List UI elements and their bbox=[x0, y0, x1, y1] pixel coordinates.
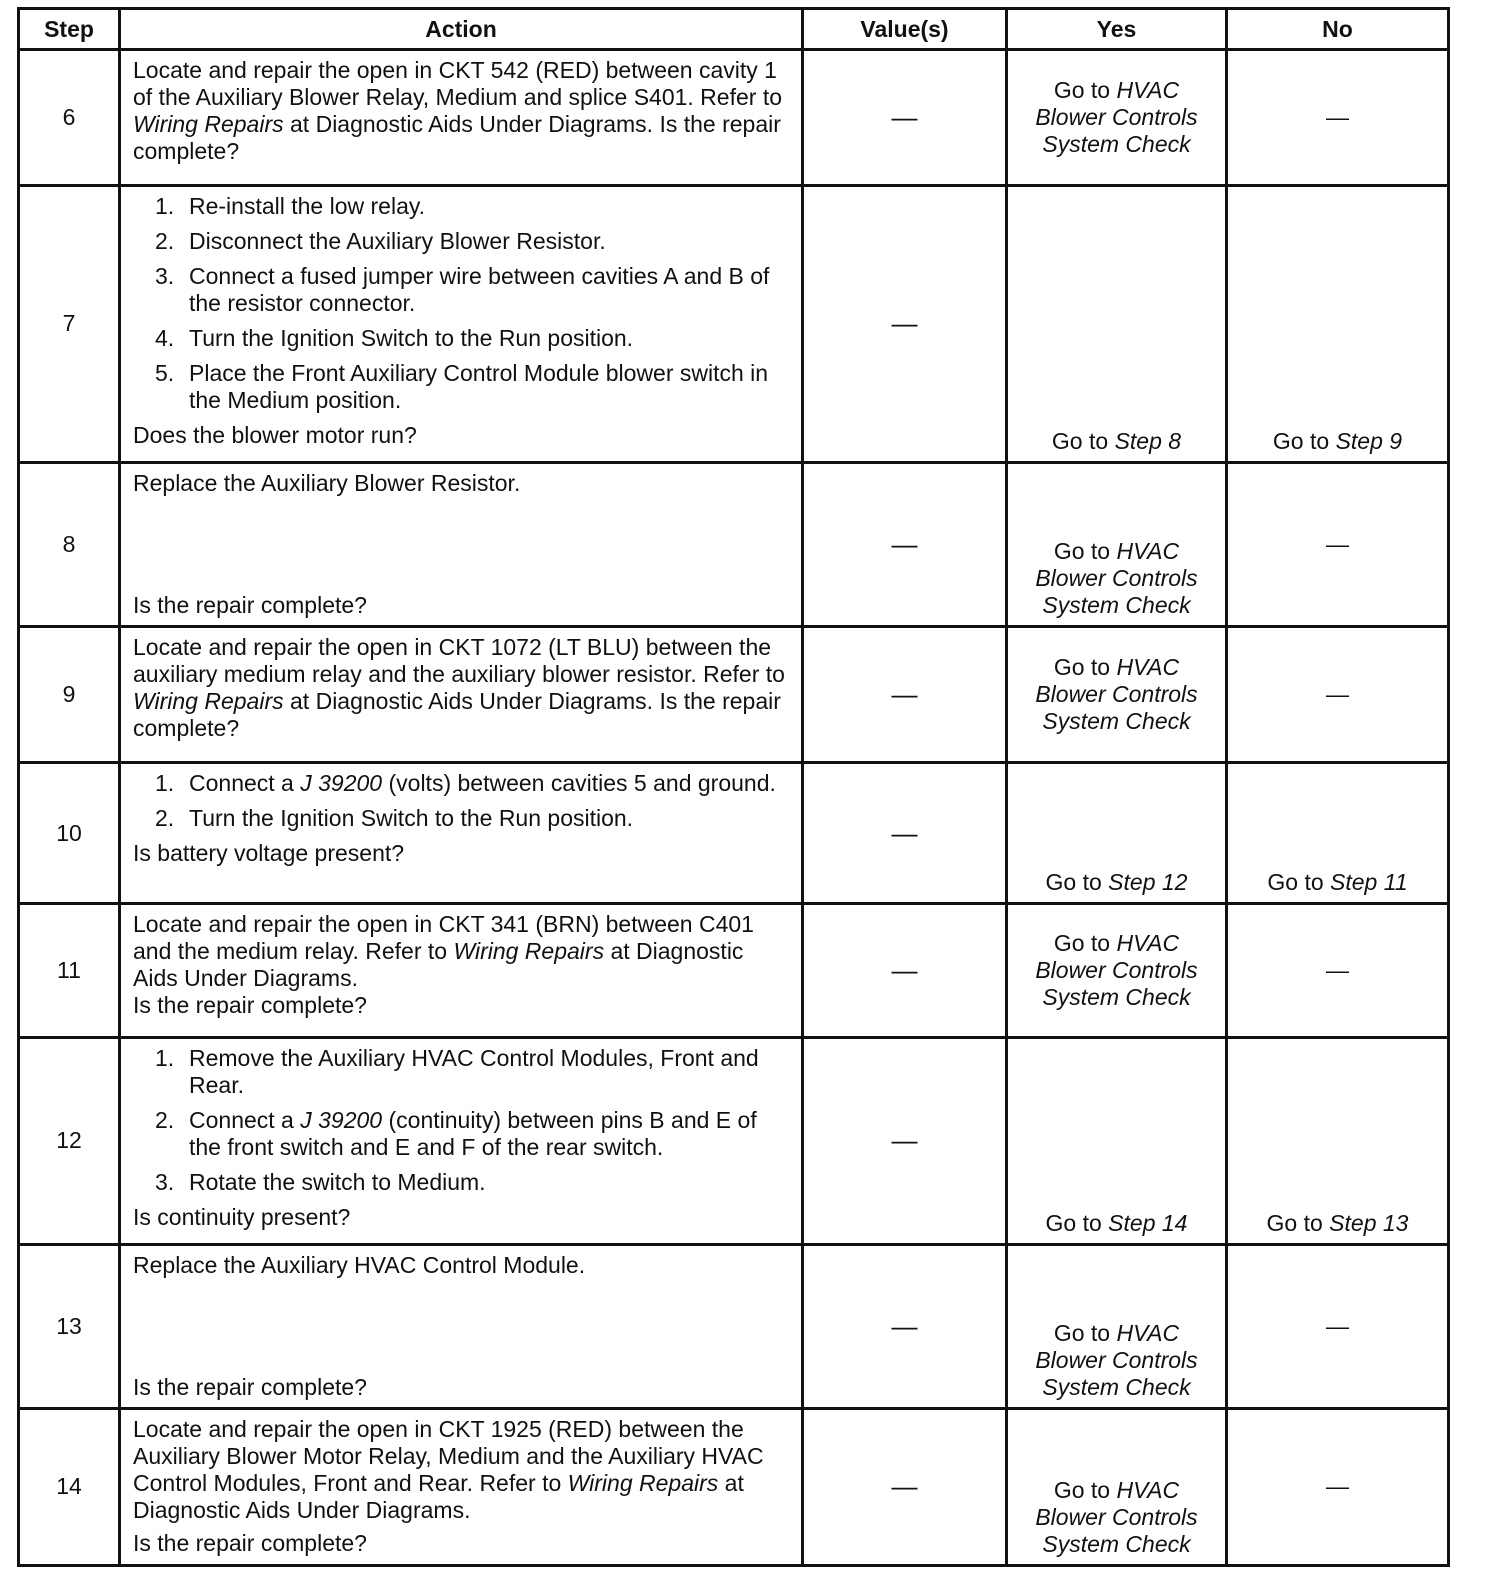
no-cell: Go to Step 11 bbox=[1227, 763, 1449, 904]
table-row bbox=[19, 1244, 1449, 1408]
action-step: 1. Re-install the low relay. bbox=[155, 192, 426, 219]
hvac-ref: System Check bbox=[1042, 130, 1191, 157]
action-question: Is the repair complete? bbox=[133, 592, 367, 619]
table-row bbox=[19, 1038, 1449, 1244]
action-question: Is the repair complete? bbox=[133, 1529, 367, 1556]
step-ref: Step 13 bbox=[1329, 1209, 1409, 1236]
action-cell: Locate and repair the open in CKT 341 (BRN) between C401 and the medium relay. Refer to Wiring Repairs at Diagnostic Aids Under Diagrams. Is the repair complete? bbox=[120, 904, 803, 1038]
action-question: Is continuity present? bbox=[133, 1204, 351, 1231]
reference-wiring-repairs: Wiring Repairs bbox=[567, 1469, 719, 1496]
yes-cell bbox=[1007, 50, 1227, 186]
action-text: Replace the Auxiliary Blower Resistor. bbox=[133, 469, 521, 496]
value-cell: — bbox=[803, 627, 1007, 763]
action-question: Is battery voltage present? bbox=[133, 840, 405, 867]
action-step: 4. Turn the Ignition Switch to the Run position. bbox=[155, 324, 634, 351]
step-ref: Step 11 bbox=[1330, 869, 1408, 896]
action-cell bbox=[120, 1244, 803, 1408]
table-row bbox=[19, 50, 1449, 186]
action-steps bbox=[133, 770, 793, 832]
step-number: 9 bbox=[19, 627, 120, 763]
header-yes: Yes bbox=[1007, 9, 1227, 50]
value-cell: — bbox=[803, 763, 1007, 904]
no-cell: — bbox=[1227, 462, 1449, 626]
action-cell: Locate and repair the open in CKT 1925 (RED) between the Auxiliary Blower Motor Relay, Medium and the Auxiliary HVAC Control Modules, Front and Rear. Refer to Wiring Repairs at Diagnostic Aids Under Diagrams. Is the repair complete? bbox=[120, 1408, 803, 1565]
header-step: Step bbox=[19, 9, 120, 50]
step-number: 10 bbox=[19, 763, 120, 904]
step-number: 8 bbox=[19, 462, 120, 626]
table-row bbox=[19, 904, 1449, 1038]
action-text: at Diagnostic Aids Under Diagrams. Is the repair complete? bbox=[133, 111, 781, 164]
action-step: 3. Rotate the switch to Medium. bbox=[155, 1169, 486, 1196]
action-cell bbox=[120, 462, 803, 626]
table-row bbox=[19, 185, 1449, 462]
table-row bbox=[19, 1408, 1449, 1565]
step-ref: Step 9 bbox=[1335, 427, 1403, 454]
yes-cell: Go to HVAC Blower Controls System Check bbox=[1007, 462, 1227, 626]
header-row bbox=[19, 9, 1449, 50]
step-number: 6 bbox=[19, 50, 120, 186]
no-cell: — bbox=[1227, 1244, 1449, 1408]
no-cell: Go to Step 9 bbox=[1227, 185, 1449, 462]
action-cell bbox=[120, 50, 803, 186]
action-cell bbox=[120, 1038, 803, 1244]
action-question: Does the blower motor run? bbox=[133, 421, 417, 448]
reference-wiring-repairs: Wiring Repairs bbox=[133, 688, 284, 715]
table-row bbox=[19, 462, 1449, 626]
yes-cell: Go to HVAC Blower Controls System Check bbox=[1007, 1244, 1227, 1408]
action-cell bbox=[120, 185, 803, 462]
value-cell: — bbox=[803, 1038, 1007, 1244]
yes-cell: Go to HVAC Blower Controls System Check bbox=[1007, 1408, 1227, 1565]
action-step: 1. Connect a J 39200 (volts) between cavities 5 and ground. bbox=[155, 770, 776, 797]
yes-cell: Go to Step 12 bbox=[1007, 763, 1227, 904]
value-cell: — bbox=[803, 904, 1007, 1038]
yes-cell: Go to HVAC Blower Controls System Check bbox=[1007, 627, 1227, 763]
reference-wiring-repairs: Wiring Repairs bbox=[133, 111, 284, 137]
action-step: 3. Connect a fused jumper wire between cavities A and B of the resistor connector. bbox=[155, 262, 770, 316]
step-ref: Step 12 bbox=[1108, 869, 1188, 896]
step-number: 7 bbox=[19, 185, 120, 462]
step-ref: Step 14 bbox=[1108, 1209, 1188, 1236]
header-no: No bbox=[1227, 9, 1449, 50]
header-action: Action bbox=[120, 9, 803, 50]
step-ref: Step 8 bbox=[1114, 427, 1182, 454]
action-cell bbox=[120, 763, 803, 904]
value-cell: — bbox=[803, 185, 1007, 462]
action-cell: Locate and repair the open in CKT 1072 (LT BLU) between the auxiliary medium relay and the auxiliary blower resistor. Refer to Wiring Repairs at Diagnostic Aids Under Diagrams. Is the repair complete? bbox=[120, 627, 803, 763]
action-question: Is the repair complete? bbox=[133, 1373, 367, 1400]
action-step: 5. Place the Front Auxiliary Control Module blower switch in the Medium position. bbox=[155, 359, 769, 413]
step-number: 13 bbox=[19, 1244, 120, 1408]
action-steps bbox=[133, 1045, 793, 1196]
action-question: Is the repair complete? bbox=[133, 992, 367, 1019]
step-number: 14 bbox=[19, 1408, 120, 1565]
action-text: Replace the Auxiliary HVAC Control Module. bbox=[133, 1251, 586, 1278]
table-row bbox=[19, 763, 1449, 904]
no-cell: — bbox=[1227, 1408, 1449, 1565]
action-step: 2. Turn the Ignition Switch to the Run position. bbox=[155, 805, 634, 832]
no-cell: — bbox=[1227, 904, 1449, 1038]
step-number: 12 bbox=[19, 1038, 120, 1244]
reference-wiring-repairs: Wiring Repairs bbox=[453, 938, 605, 965]
yes-cell: Go to Step 14 bbox=[1007, 1038, 1227, 1244]
no-cell: — bbox=[1227, 50, 1449, 186]
header-values: Value(s) bbox=[803, 9, 1007, 50]
action-steps bbox=[133, 193, 793, 414]
value-cell: — bbox=[803, 462, 1007, 626]
action-text: Locate and repair the open in CKT 542 (RED) between cavity 1 of the Auxiliary Blower Relay, Medium and splice S401. Refer to bbox=[133, 57, 782, 110]
value-cell: — bbox=[803, 1408, 1007, 1565]
step-number: 11 bbox=[19, 904, 120, 1038]
no-cell: Go to Step 13 bbox=[1227, 1038, 1449, 1244]
action-step: 2. Disconnect the Auxiliary Blower Resistor. bbox=[155, 227, 606, 254]
yes-cell: Go to Step 8 bbox=[1007, 185, 1227, 462]
hvac-ref: HVAC bbox=[1116, 76, 1180, 103]
action-step: 2. Connect a J 39200 (continuity) between pins B and E of the front switch and E and F of the rear switch. bbox=[155, 1107, 757, 1161]
go-to-label: Go to bbox=[1053, 76, 1111, 103]
no-cell: — bbox=[1227, 627, 1449, 763]
action-step: 1. Remove the Auxiliary HVAC Control Modules, Front and Rear. bbox=[155, 1045, 759, 1099]
yes-cell: Go to HVAC Blower Controls System Check bbox=[1007, 904, 1227, 1038]
table-row bbox=[19, 627, 1449, 763]
value-cell: — bbox=[803, 1244, 1007, 1408]
diagnostic-table bbox=[17, 7, 1450, 1567]
value-cell: — bbox=[803, 50, 1007, 186]
hvac-ref: Blower Controls bbox=[1035, 103, 1198, 130]
